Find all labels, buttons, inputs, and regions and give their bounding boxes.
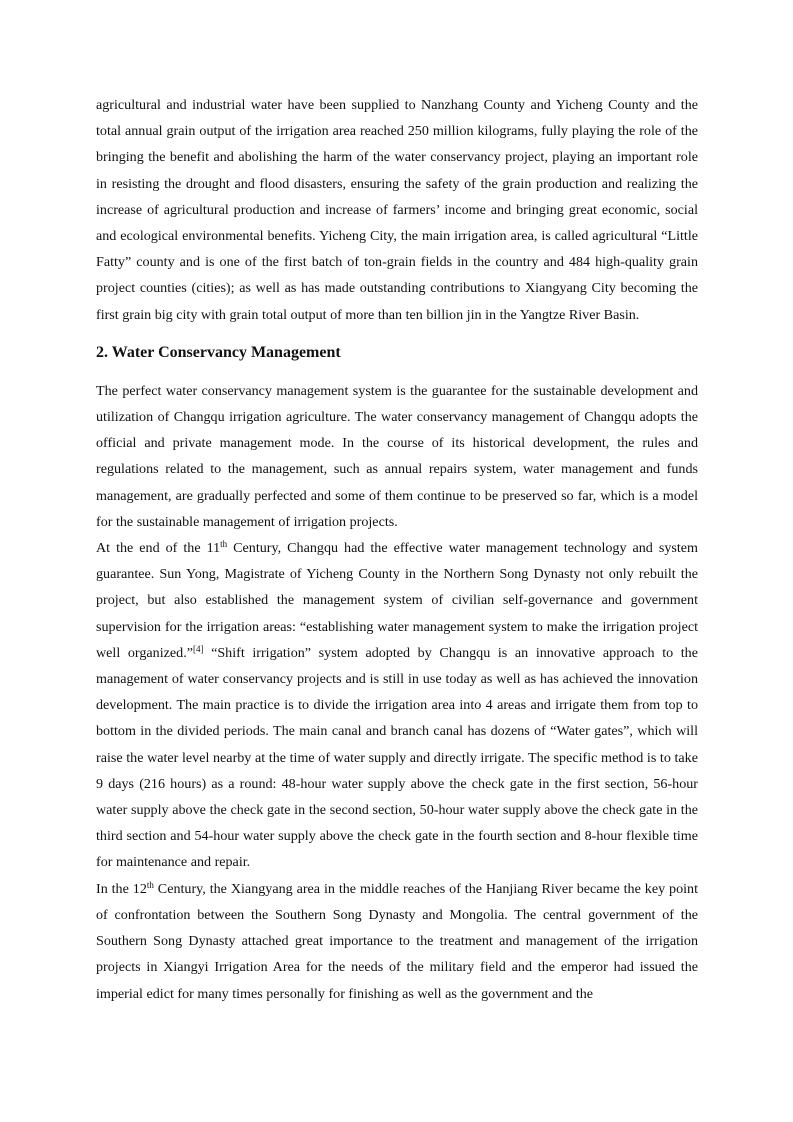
text-run: In the 12 (96, 880, 147, 897)
ordinal-superscript: th (220, 539, 228, 550)
section-heading: 2. Water Conservancy Management (96, 343, 341, 361)
text-run: Century, the Xiangyang area in the middle reaches of the Hanjiang River became the key point of confrontation between the Southern Song Dynasty and Mongolia. The central government of the Southern Song Dynasty attached great importance to the treatment and management of the irrigation projects in Xiangyi Irrigation Area for the needs of the military field and the emperor had issued the imperial edict for many times personally for finishing as well as the government and the (96, 880, 698, 1002)
text-run: “Shift irrigation” system adopted by Changqu is an innovative approach to the management of water conservancy projects and is still in use today as well as has achieved the innovation development. The main practice is to divide the irrigation area into 4 areas and irrigate them from top to bottom in the divided periods. The main canal and branch canal has dozens of “Water gates”, which will raise the water level nearby at the time of water supply and directly irrigate. The specific method is to take 9 days (216 hours) as a round: 48-hour water supply above the check gate in the first section, 56-hour water supply above the check gate in the second section, 50-hour water supply above the check gate in the third section and 54-hour water supply above the check gate in the fourth section and 8-hour flexible time for maintenance and repair. (96, 644, 698, 871)
paragraph-11th-century (96, 535, 698, 876)
paragraph-12th-century (96, 876, 698, 1007)
paragraph-grain-output: agricultural and industrial water have been supplied to Nanzhang County and Yicheng County and the total annual grain output of the irrigation area reached 250 million kilograms, fully playing the role of the bringing the benefit and abolishing the harm of the water conservancy project, playing an important role in resisting the drought and flood disasters, ensuring the safety of the grain production and realizing the increase of agricultural production and increase of farmers’ income and bringing great economic, social and ecological environmental benefits. Yicheng City, the main irrigation area, is called agricultural “Little Fatty” county and is one of the first batch of ton-grain fields in the country and 484 high-quality grain project counties (cities); as well as has made outstanding contributions to Xiangyang City becoming the first grain big city with grain total output of more than ten billion jin in the Yangtze River Basin. (96, 97, 698, 323)
document-page (96, 92, 698, 1007)
paragraph-management-system: The perfect water conservancy management system is the guarantee for the sustainable development and utilization of Changqu irrigation agriculture. The water conservancy management of Changqu adopts the official and private management mode. In the course of its historical development, the rules and regulations related to the management, such as annual repairs system, water management and funds management, are gradually perfected and some of them continue to be preserved so far, which is a model for the sustainable management of irrigation projects. (96, 382, 698, 530)
ordinal-superscript: th (146, 879, 154, 890)
citation-reference: [4] (192, 643, 204, 654)
text-run: At the end of the 11 (96, 540, 221, 557)
text-run: Century, Changqu had the effective water management technology and system guarantee. Sun Yong, Magistrate of Yicheng County in the Northern Song Dynasty not only rebuilt the project, but also established the management system of civilian self-governance and government supervision for the irrigation areas: “establishing water management system to make the irrigation project well organized.” (96, 540, 698, 661)
